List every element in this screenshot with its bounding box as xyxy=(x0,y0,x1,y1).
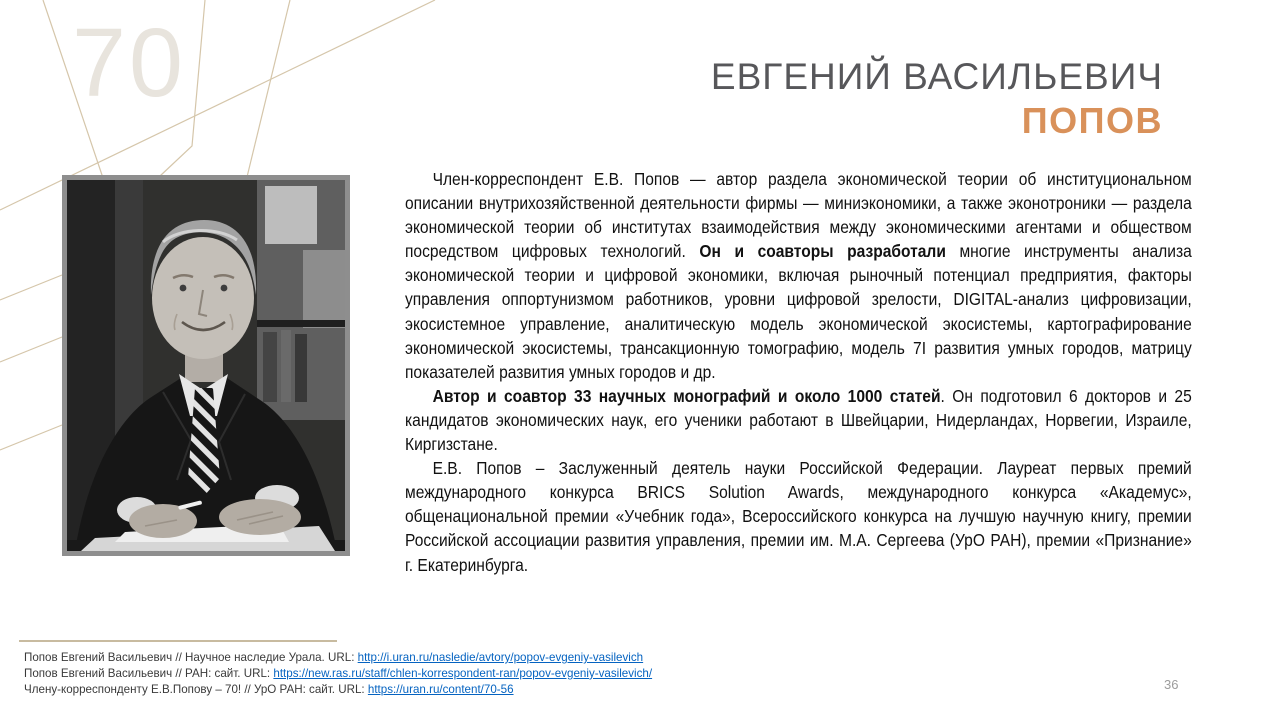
title-name: ЕВГЕНИЙ ВАСИЛЬЕВИЧ xyxy=(710,56,1163,97)
citation-text: Попов Евгений Васильевич // Научное наследие Урала. URL: xyxy=(24,651,358,664)
citation-item xyxy=(24,666,652,682)
citation-text: Члену-корреспонденту Е.В.Попову – 70! // УрО РАН: сайт. URL: xyxy=(24,682,368,696)
citation-list xyxy=(24,650,652,697)
paragraph xyxy=(405,456,1192,576)
paragraph-text: Е.В. Попов – Заслуженный деятель науки Российской Федерации. Лауреат первых премий международного конкурса BRICS Solution Awards, международного конкурса «Академус», общенациональной премии «Учебник года», Всероссийского конкурса на лучшую научную книгу, премии Российской ассоциации развития управления, премии им. М.А. Сергеева (УрО РАН), премии «Признание» г. Екатеринбурга. xyxy=(405,458,1192,575)
paragraph-bold-text: Он и соавторы разработали xyxy=(699,241,946,262)
anniversary-watermark: 70 xyxy=(72,8,186,117)
page-number: 36 xyxy=(1164,677,1179,692)
paragraph-text: Член-корреспондент Е.В. Попов — автор раздела экономической теории об институциональном описании внутрихозяйственной деятельности фирмы — миниэкономики, а также эконотроники — раздела экономической теории об институтах взаимодействия между экономическими агентами и обществом посредством цифровых технологий. xyxy=(405,169,1192,262)
paragraph xyxy=(405,167,1192,384)
paragraph-bold-text: Автор и соавтор 33 научных монографий и около 1000 статей xyxy=(432,385,941,406)
paragraph-text: многие инструменты анализа экономической теории и цифровой экономики, включая рыночный потенциал предприятия, факторы управления оппортунизмом работников, уровни цифровой зрелости, DIGITAL-анализ цифровизации, экосистемное управление, аналитическую модель экономической экосистемы, картографирование экономической экосистемы, трансакционную томографию, модель 7I развития умных городов, матрицу показателей развития умных городов и др. xyxy=(405,241,1192,382)
citation-item xyxy=(24,650,652,666)
citation-item xyxy=(24,682,652,698)
citation-link[interactable]: http://i.uran.ru/nasledie/avtory/popov-evgeniy-vasilevich xyxy=(357,651,644,664)
title-surname: ПОПОВ xyxy=(1021,100,1163,141)
page-title xyxy=(711,56,1163,141)
citation-text: Попов Евгений Васильевич // РАН: сайт. URL: xyxy=(24,666,274,680)
paragraph xyxy=(405,384,1192,456)
citation-link[interactable]: https://uran.ru/content/70-56 xyxy=(367,682,514,696)
biography-text xyxy=(405,167,1192,577)
citation-link[interactable]: https://new.ras.ru/staff/chlen-korrespondent-ran/popov-evgeniy-vasilevich/ xyxy=(273,666,653,680)
footer-divider xyxy=(19,640,337,642)
paragraph-text: . Он подготовил 6 докторов и 25 кандидатов экономических наук, его ученики работают в Швейцарии, Нидерландах, Норвегии, Израиле, Киргизстане. xyxy=(405,385,1192,455)
portrait-illustration xyxy=(67,180,345,551)
portrait-photo xyxy=(62,175,350,556)
